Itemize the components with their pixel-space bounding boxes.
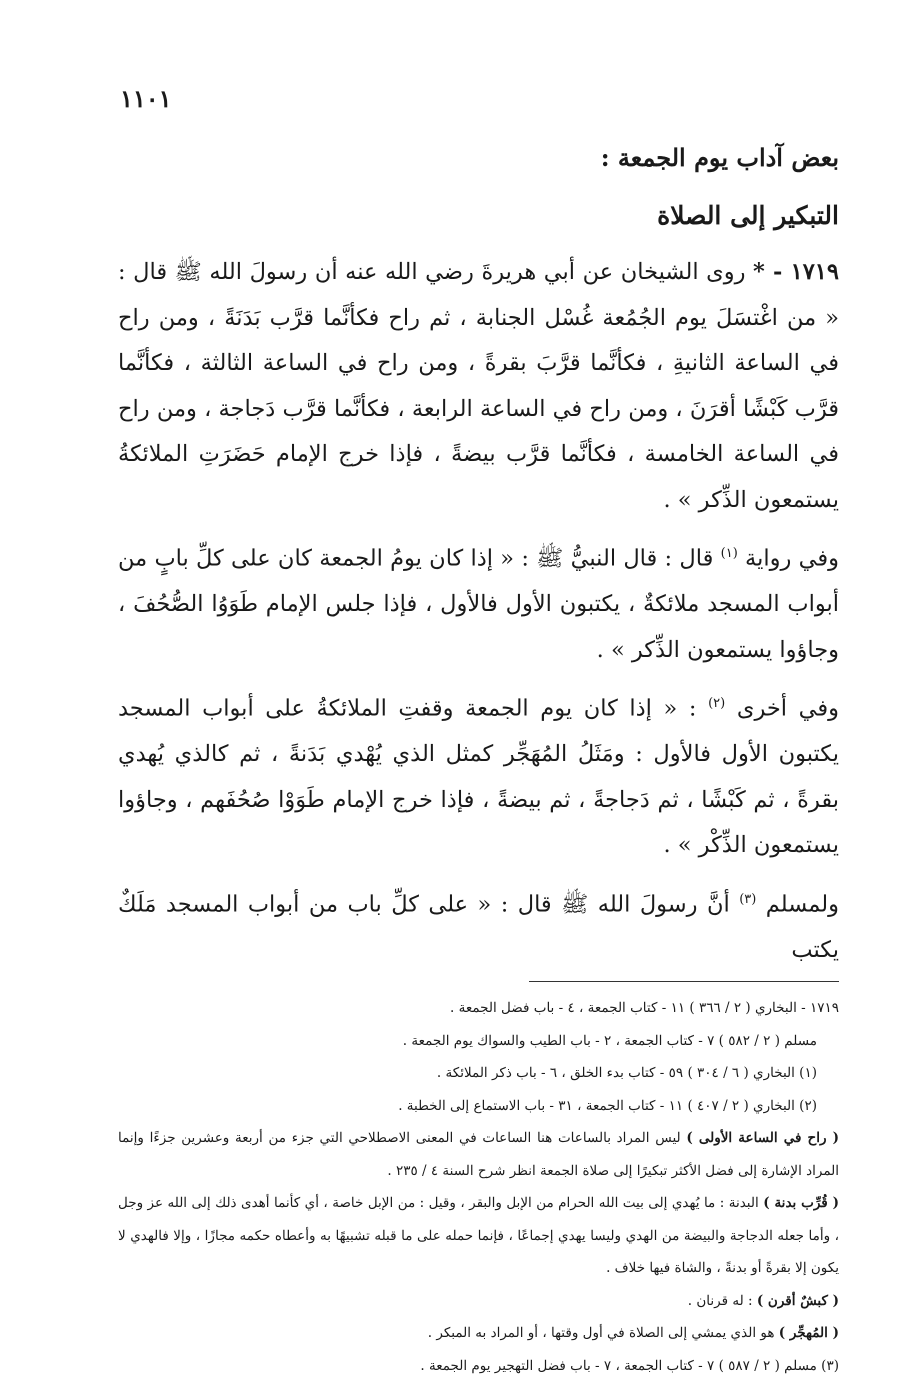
explanation-note: [118, 1122, 839, 1187]
footnote-line: مسلم ( ٢ / ٥٨٢ ) ٧ - كتاب الجمعة ، ٢ - باب الطيب والسواك يوم الجمعة .: [118, 1025, 839, 1058]
note-term: ( راح في الساعة الأولى ): [686, 1130, 839, 1146]
footnote-line: (٢) البخاري ( ٢ / ٤٠٧ ) ١١ - كتاب الجمعة ، ٣١ - باب الاستماع إلى الخطبة .: [118, 1090, 839, 1123]
riwaya-text: قال : قال النبيُّ ﷺ : « إذا كان يومُ الجمعة كان على كلِّ بابٍ من أبواب المسجد ملائكةٌ ، يكتبون الأول فالأول ، فإذا جلس الإمام طَوَوُا الصُّحُفَ ، وجاؤوا يستمعون الذِّكر » .: [118, 546, 839, 663]
ukhra-text: : « إذا كان يوم الجمعة وقفتِ الملائكةُ على أبواب المسجد يكتبون الأول فالأول : ومَثَلُ المُهَجِّر كمثل الذي يُهْدي بَدَنةً ، ثم كالذي يُهدي بقرةً ، ثم كَبْشًا ، ثم دَجاجةً ، ثم بيضةً ، فإذا خرج الإمام طَوَوْا صُحُفَهم ، وجاؤوا يستمعون الذِّكْر » .: [118, 696, 839, 859]
footnotes: [118, 992, 839, 1382]
note-text: : له قرنان .: [688, 1293, 753, 1309]
page-number: ١١٠١: [120, 84, 172, 113]
footnote-ref-2: (٢): [708, 696, 725, 711]
note-term: ( قُرِّب بدنة ): [763, 1195, 839, 1211]
note-term: ( المُهجِّر ): [779, 1325, 839, 1341]
note-term: ( كبشٌ أقرن ): [757, 1293, 839, 1309]
note-text: ليس المراد بالساعات هنا الساعات في المعنى الاصطلاحي التي جزء من أربعة وعشرين جزءًا وإنما المراد الإشارة إلى فضل الأكثر تبكيرًا إلى صلاة الجمعة انظر شرح السنة ٤ / ٢٣٥ .: [118, 1130, 839, 1179]
subsection-heading: التبكير إلى الصلاة: [118, 196, 839, 236]
explanation-note: [118, 1285, 839, 1318]
riwaya-paragraph: [118, 531, 839, 673]
hadith-number: ١٧١٩ - *: [753, 259, 839, 285]
footnote-line: (٣) مسلم ( ٢ / ٥٨٧ ) ٧ - كتاب الجمعة ، ٧ - باب فضل التهجير يوم الجمعة .: [118, 1350, 839, 1382]
muslim-text: أنَّ رسولَ الله ﷺ قال : « على كلِّ باب من أبواب المسجد مَلَكٌ يكتب: [118, 891, 839, 963]
footnote-ref-3: (٣): [739, 892, 756, 907]
footnote-divider: [529, 981, 839, 982]
explanation-note: [118, 1317, 839, 1350]
riwaya-intro: وفي رواية: [745, 546, 839, 572]
muslim-intro: ولمسلم: [766, 891, 839, 917]
footnote-ref-1: (١): [721, 546, 738, 561]
hadith-paragraph: [118, 250, 839, 523]
ukhra-paragraph: [118, 681, 839, 869]
note-text: هو الذي يمشي إلى الصلاة في أول وقتها ، أو المراد به المبكر .: [428, 1325, 775, 1341]
footnote-line: ١٧١٩ - البخاري ( ٢ / ٣٦٦ ) ١١ - كتاب الجمعة ، ٤ - باب فضل الجمعة .: [118, 992, 839, 1025]
section-heading: بعض آداب يوم الجمعة :: [118, 138, 839, 178]
explanation-note: [118, 1187, 839, 1285]
footnote-line: (١) البخاري ( ٦ / ٣٠٤ ) ٥٩ - كتاب بدء الخلق ، ٦ - باب ذكر الملائكة .: [118, 1057, 839, 1090]
ukhra-intro: وفي أخرى: [737, 696, 839, 722]
hadith-text: روى الشيخان عن أبي هريرةَ رضي الله عنه أن رسولَ الله ﷺ قال : « من اغْتسَلَ يوم الجُمُعة غُسْل الجنابة ، ثم راح فكأنَّما قرَّب بَدَنَةً ، ومن راح في الساعة الثانيةِ ، فكأنَّما قرَّبَ بقرةً ، ومن راح في الساعة الثالثة ، فكأنَّما قرَّب كَبْشًا أقرَنَ ، ومن راح في الساعة الرابعة ، فكأنَّما قرَّب دَجاجة ، ومن راح في الساعة الخامسة ، فكأنَّما قرَّب بيضةً ، فإذا خرج الإمام حَضَرَتِ الملائكةُ يستمعون الذِّكر » .: [118, 259, 839, 513]
note-text: البدنة : ما يُهدي إلى بيت الله الحرام من الإبل والبقر ، وقيل : من الإبل خاصة ، أي كأنما أهدى ذلك إلى الله عز وجل ، وأما جعله الدجاجة والبيضة من الهدي وليسا يهدي إجماعًا ، فإنما حمله على ما قبله تشبيهًا به وأعطاه حكمه مجازًا ، وإلا فالهدي لا يكون إلا بقرةً أو بدنةً ، والشاة فيها خلاف .: [118, 1195, 839, 1276]
muslim-paragraph: [118, 877, 839, 974]
